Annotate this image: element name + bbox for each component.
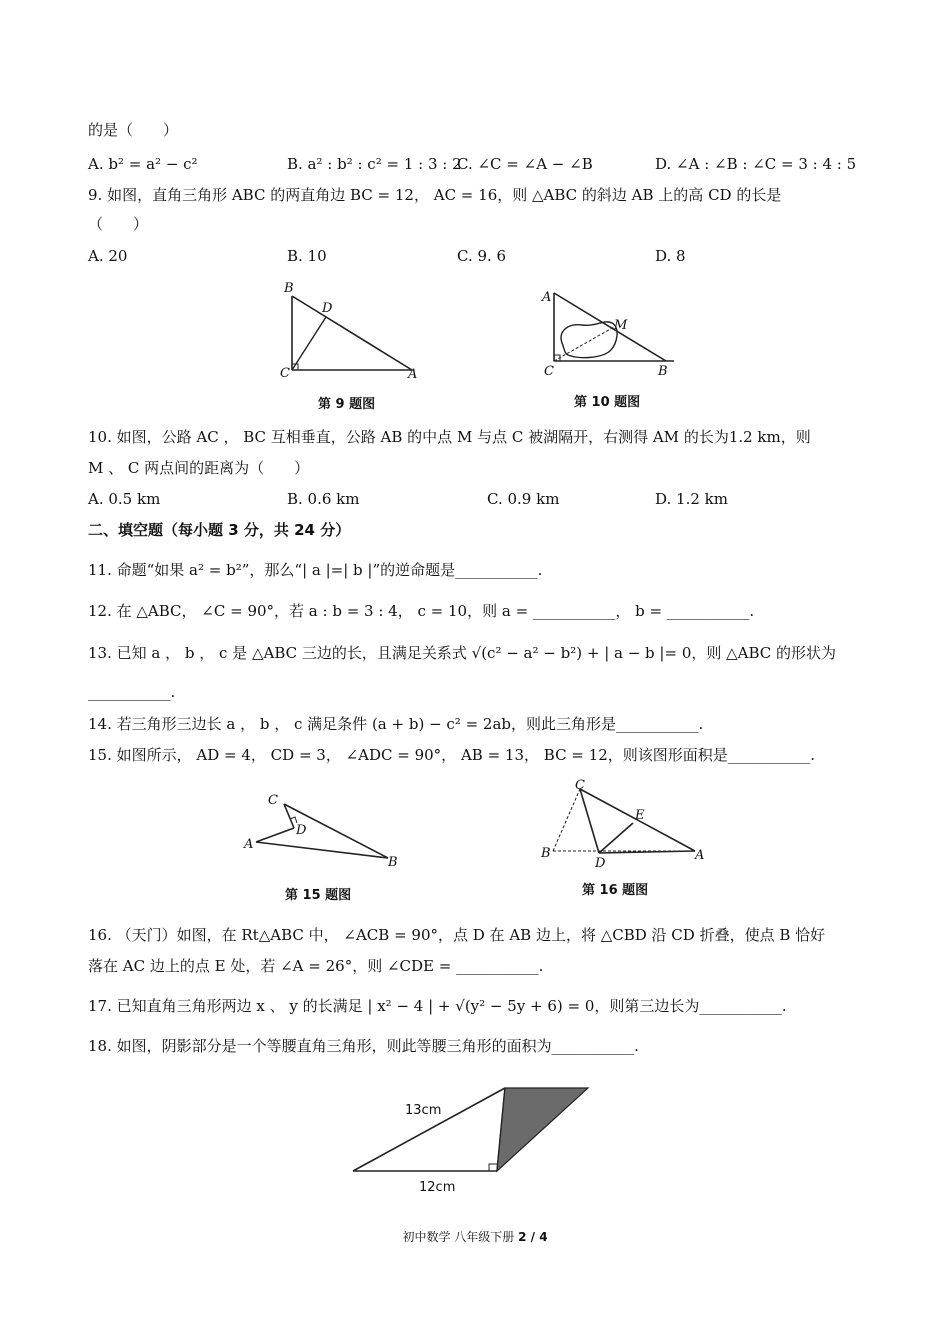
q9-stem-paren: （ ） [88,215,149,233]
q17: 17. 已知直角三角形两边 x 、 y 的长满足 | x² − 4 | + √(y² − 5y + 6) = 0，则第三边长为___________. [88,997,787,1015]
q8-option-a: A. b² = a² − c² [88,155,198,173]
q8-option-d: D. ∠A : ∠B : ∠C = 3 : 4 : 5 [655,155,857,173]
q16-stem-cont: 落在 AC 边上的点 E 处，若 ∠A = 26°，则 ∠CDE = ___________. [88,957,544,975]
q18: 18. 如图，阴影部分是一个等腰直角三角形，则此等腰三角形的面积为___________. [88,1037,639,1055]
fig15-label-a: A [244,837,254,852]
fig15-label-b: B [388,855,398,870]
q14: 14. 若三角形三边长 a ， b ， c 满足条件 (a + b) − c² = 2ab，则此三角形是___________. [88,715,704,733]
q10-option-a: A. 0.5 km [88,490,161,508]
q13-stem: 13. 已知 a ， b ， c 是 △ABC 三边的长，且满足关系式 √(c² − a² − b²) + | a − b |= 0，则 △ABC 的形状为 [88,644,837,662]
page-footer [0,1228,950,1245]
q8-option-c: C. ∠C = ∠A − ∠B [457,155,593,173]
q8-tail: 的是（ ） [88,121,179,139]
q9-option-b: B. 10 [287,247,327,265]
fig18-label-hypotenuse: 13cm [405,1103,442,1118]
q9-option-d: D. 8 [655,247,686,265]
footer-subject: 初中数学 八年级下册 [402,1230,515,1244]
fig15-caption: 第 15 题图 [285,888,352,903]
fig10-label-m: M [614,318,628,333]
fig15-label-d: D [296,823,307,838]
fig9-label-d: D [322,301,333,316]
fig9-caption: 第 9 题图 [318,397,376,412]
q10-option-d: D. 1.2 km [655,490,728,508]
q9-stem: 9. 如图，直角三角形 ABC 的两直角边 BC = 12， AC = 16，则 △ABC 的斜边 AB 上的高 CD 的长是 [88,186,782,204]
fig9-label-a: A [408,367,418,382]
fig16-label-b: B [541,846,551,861]
figure-10 [538,285,678,380]
fig16-label-a: A [695,848,705,863]
q9-option-a: A. 20 [88,247,128,265]
fig15-label-c: C [268,793,278,808]
q16-stem: 16. （天门）如图，在 Rt△ABC 中， ∠ACB = 90°，点 D 在 AB 边上，将 △CBD 沿 CD 折叠，使点 B 恰好 [88,926,826,944]
fig9-label-c: C [280,366,290,381]
fig10-label-b: B [658,364,668,379]
fig10-label-a: A [542,290,552,305]
fig16-label-e: E [635,808,645,823]
figure-16 [535,775,710,870]
footer-page-number: 2 / 4 [518,1230,548,1244]
q8-option-b: B. a² : b² : c² = 1 : 3 : 2 [287,155,462,173]
q13-blank: ___________. [88,683,176,701]
q10-option-c: C. 0.9 km [487,490,560,508]
figure-15 [240,790,405,870]
fig18-label-base: 12cm [419,1180,456,1195]
q11: 11. 命题“如果 a² = b²”，那么“| a |=| b |”的逆命题是___________. [88,561,543,579]
section-heading: 二、填空题（每小题 3 分，共 24 分） [88,521,351,539]
fig10-label-c: C [544,364,554,379]
q15: 15. 如图所示， AD = 4， CD = 3， ∠ADC = 90°， AB = 13， BC = 12，则该图形面积是___________. [88,746,816,764]
q10-stem-cont: M 、 C 两点间的距离为（ ） [88,459,310,477]
figure-18 [345,1080,595,1195]
fig10-caption: 第 10 题图 [574,395,641,410]
q9-option-c: C. 9. 6 [457,247,507,265]
q12: 12. 在 △ABC， ∠C = 90°，若 a : b = 3 : 4， c = 10，则 a = ___________， b = ___________. [88,602,755,620]
fig9-label-b: B [284,281,294,296]
figure-9 [270,278,430,383]
fig16-caption: 第 16 题图 [582,883,649,898]
fig16-label-c: C [575,778,585,793]
shaded-isosceles-right-triangle [497,1088,588,1171]
q10-stem: 10. 如图，公路 AC ， BC 互相垂直，公路 AB 的中点 M 与点 C 被湖隔开，右测得 AM 的长为1.2 km，则 [88,428,811,446]
q10-option-b: B. 0.6 km [287,490,360,508]
fig16-label-d: D [595,856,606,871]
